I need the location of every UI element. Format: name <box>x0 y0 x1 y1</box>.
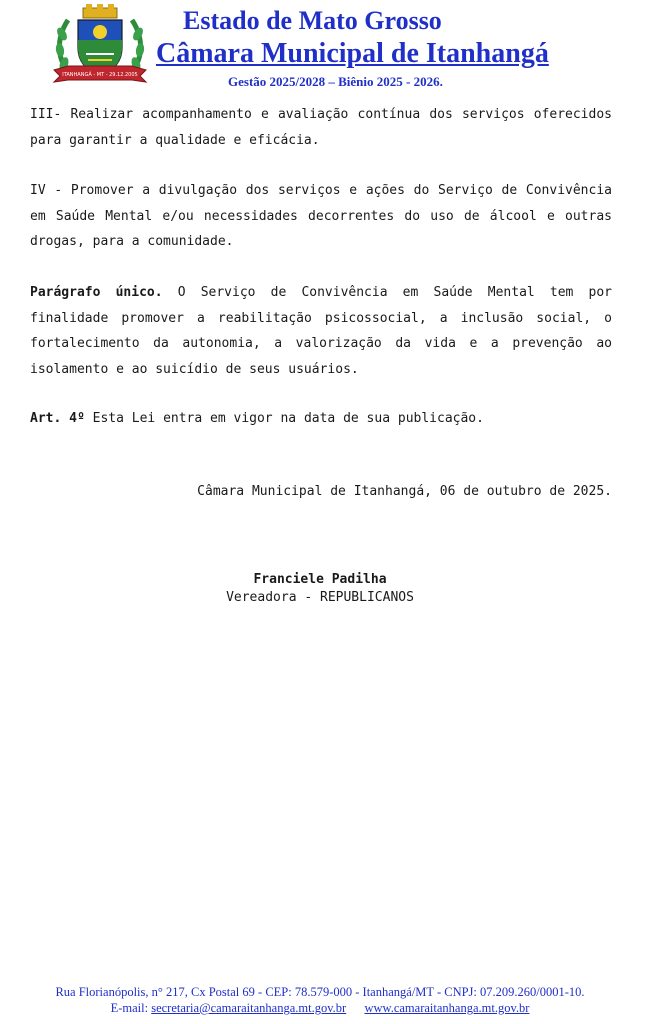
footer-contacts <box>0 1000 640 1016</box>
signer-role: Vereadora - REPUBLICANOS <box>226 590 414 605</box>
crest-ribbon-text: ITANHANGÁ - MT - 29.12.2005 <box>62 72 138 78</box>
website-link[interactable]: www.camaraitanhanga.mt.gov.br <box>364 1001 530 1015</box>
paragraph-item-iv: IV - Promover a divulgação dos serviços e ações do Serviço de Convivência em Saúde Mental e/ou necessidades decorrentes do uso de álcool e outras drogas, para a comunidade. <box>30 183 612 249</box>
state-name: Estado de Mato Grosso <box>183 6 442 35</box>
article-4-label: Art. 4º <box>30 411 85 426</box>
coat-of-arms-icon <box>50 4 150 86</box>
article-4-text: Esta Lei entra em vigor na data de sua publicação. <box>92 411 484 426</box>
footer <box>0 984 640 1016</box>
chamber-name: Câmara Municipal de Itanhangá <box>156 38 549 69</box>
footer-address: Rua Florianópolis, n° 217, Cx Postal 69 - CEP: 78.579-000 - Itanhangá/MT - CNPJ: 07.209.260/0001-10. <box>55 985 585 999</box>
sole-paragraph-text: O Serviço de Convivência em Saúde Mental tem por finalidade promover a reabilitação psicossocial, a inclusão social, o fortalecimento da autonomia, a valorização da vida e a prevenção ao isolamento e ao suicídio de seus usuários. <box>30 285 612 377</box>
email-link[interactable]: secretaria@camaraitanhanga.mt.gov.br <box>151 1001 347 1015</box>
signer-name: Franciele Padilha <box>253 572 387 587</box>
paragraph-sole <box>30 280 612 382</box>
sole-paragraph-label: Parágrafo único. <box>30 285 163 300</box>
letterhead <box>0 0 653 100</box>
place-and-date: Câmara Municipal de Itanhangá, 06 de outubro de 2025. <box>197 484 612 499</box>
paragraph-item-iii: III- Realizar acompanhamento e avaliação contínua dos serviços oferecidos para garantir a qualidade e eficácia. <box>30 107 612 148</box>
email-label: E-mail: <box>110 1001 149 1015</box>
article-4 <box>30 406 612 432</box>
term-period: Gestão 2025/2028 – Biênio 2025 - 2026. <box>228 74 443 89</box>
